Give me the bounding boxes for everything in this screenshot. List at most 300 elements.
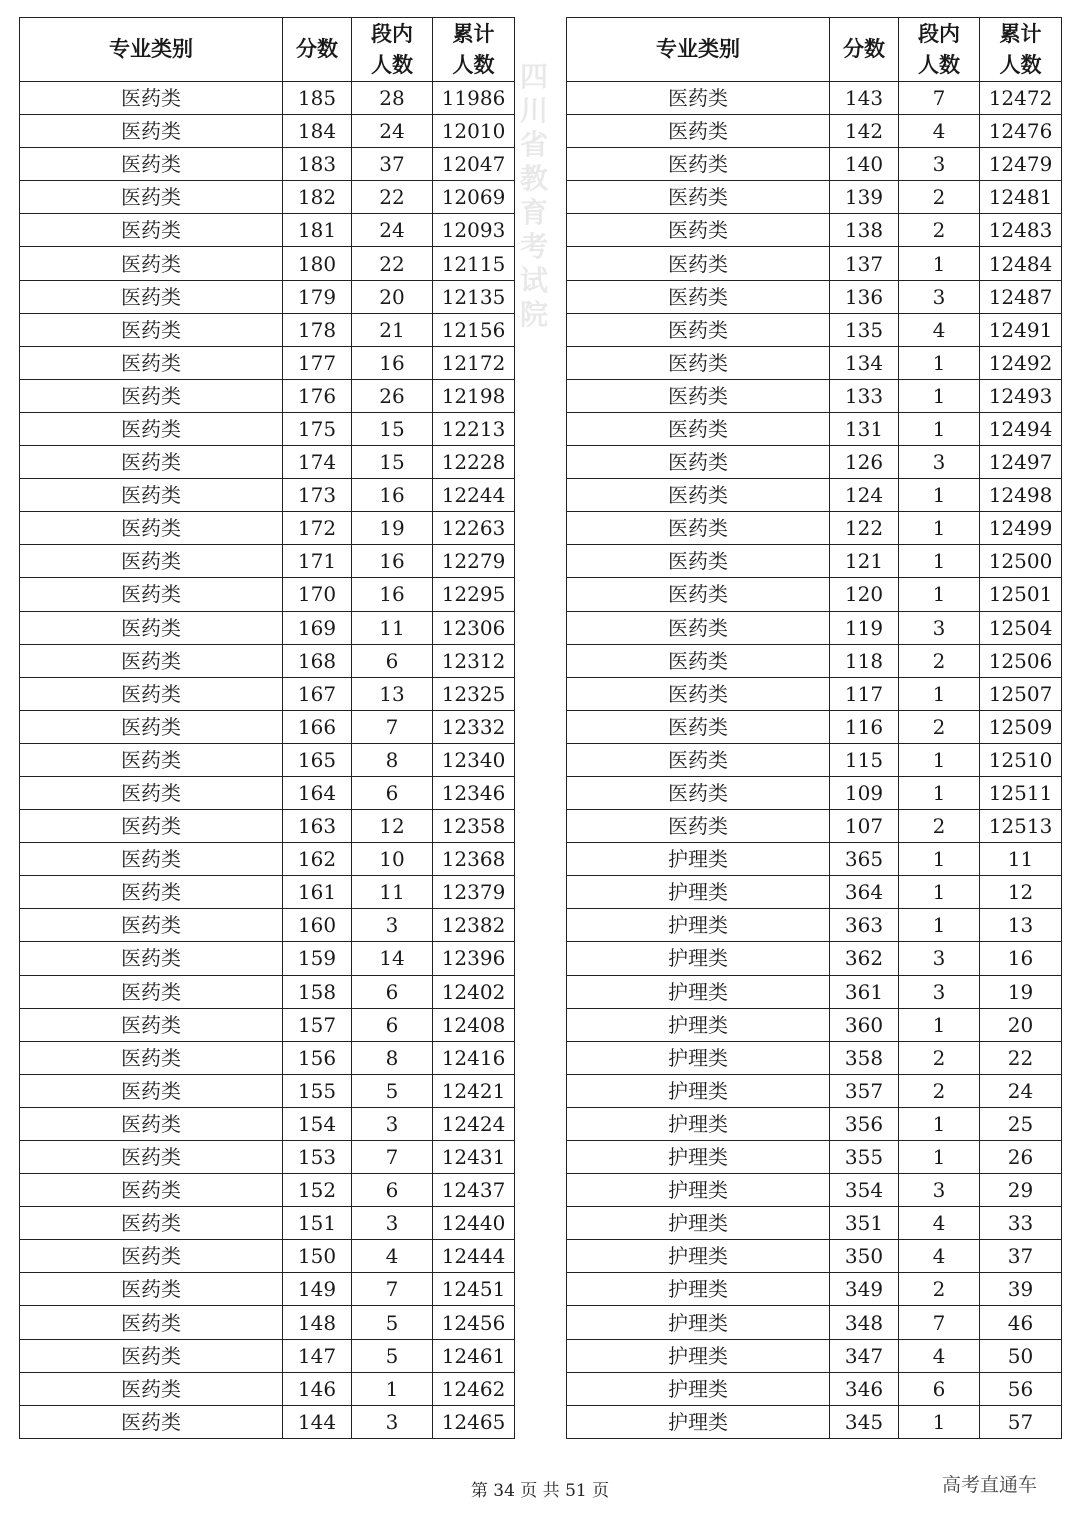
cell-cumulative-count: 11986 xyxy=(433,82,515,115)
cell-category: 医药类 xyxy=(567,644,830,677)
cell-cumulative-count: 12010 xyxy=(433,115,515,148)
cell-score: 178 xyxy=(283,313,352,346)
table-body-right xyxy=(567,82,1062,1439)
cell-score: 153 xyxy=(283,1141,352,1174)
cell-cumulative-count: 12509 xyxy=(980,710,1062,743)
score-table-left xyxy=(19,17,515,1439)
cell-category: 医药类 xyxy=(567,479,830,512)
cell-score: 134 xyxy=(830,346,899,379)
cell-cumulative-count: 12135 xyxy=(433,280,515,313)
cell-cumulative-count: 12498 xyxy=(980,479,1062,512)
table-row xyxy=(20,611,515,644)
cell-score: 171 xyxy=(283,545,352,578)
cell-cumulative-count: 12472 xyxy=(980,82,1062,115)
cell-segment-count: 16 xyxy=(352,346,433,379)
header-cumulative-count xyxy=(433,18,515,82)
cell-cumulative-count: 19 xyxy=(980,975,1062,1008)
cell-cumulative-count: 12069 xyxy=(433,181,515,214)
table-body-left xyxy=(20,82,515,1439)
cell-score: 176 xyxy=(283,379,352,412)
cell-score: 116 xyxy=(830,710,899,743)
cell-segment-count: 13 xyxy=(352,677,433,710)
cell-segment-count: 1 xyxy=(899,909,980,942)
cell-cumulative-count: 12340 xyxy=(433,743,515,776)
cell-cumulative-count: 12379 xyxy=(433,876,515,909)
cell-segment-count: 2 xyxy=(899,710,980,743)
cell-segment-count: 5 xyxy=(352,1074,433,1107)
cell-segment-count: 3 xyxy=(352,1405,433,1438)
cell-score: 133 xyxy=(830,379,899,412)
table-row xyxy=(20,710,515,743)
cell-category: 医药类 xyxy=(567,446,830,479)
cell-segment-count: 28 xyxy=(352,82,433,115)
header-category: 专业类别 xyxy=(20,18,283,82)
cell-category: 医药类 xyxy=(20,379,283,412)
cell-cumulative-count: 12213 xyxy=(433,412,515,445)
cell-segment-count: 6 xyxy=(352,644,433,677)
cell-category: 医药类 xyxy=(20,1372,283,1405)
cell-score: 142 xyxy=(830,115,899,148)
cell-score: 362 xyxy=(830,942,899,975)
table-row xyxy=(20,843,515,876)
cell-score: 166 xyxy=(283,710,352,743)
table-row xyxy=(20,512,515,545)
cell-score: 355 xyxy=(830,1141,899,1174)
cell-cumulative-count: 12431 xyxy=(433,1141,515,1174)
cell-segment-count: 19 xyxy=(352,512,433,545)
cell-cumulative-count: 12228 xyxy=(433,446,515,479)
cell-segment-count: 4 xyxy=(899,1339,980,1372)
cell-category: 医药类 xyxy=(20,115,283,148)
cell-segment-count: 16 xyxy=(352,545,433,578)
table-row xyxy=(20,876,515,909)
cell-segment-count: 1 xyxy=(899,578,980,611)
cell-category: 护理类 xyxy=(567,876,830,909)
cell-category: 医药类 xyxy=(567,743,830,776)
cell-score: 349 xyxy=(830,1273,899,1306)
cell-category: 医药类 xyxy=(567,677,830,710)
cell-category: 医药类 xyxy=(20,743,283,776)
cell-segment-count: 14 xyxy=(352,942,433,975)
cell-score: 131 xyxy=(830,412,899,445)
table-row xyxy=(567,644,1062,677)
cell-cumulative-count: 37 xyxy=(980,1240,1062,1273)
cell-cumulative-count: 12476 xyxy=(980,115,1062,148)
cell-cumulative-count: 12312 xyxy=(433,644,515,677)
cell-category: 护理类 xyxy=(567,1306,830,1339)
cell-segment-count: 6 xyxy=(352,1174,433,1207)
cell-category: 医药类 xyxy=(20,446,283,479)
cell-category: 医药类 xyxy=(567,578,830,611)
header-segment-line1: 段内 xyxy=(371,21,413,46)
table-row xyxy=(567,1273,1062,1306)
cell-category: 医药类 xyxy=(20,1008,283,1041)
table-row xyxy=(567,148,1062,181)
cell-segment-count: 2 xyxy=(899,1041,980,1074)
cell-score: 138 xyxy=(830,214,899,247)
cell-cumulative-count: 12263 xyxy=(433,512,515,545)
cell-category: 护理类 xyxy=(567,1273,830,1306)
cell-score: 360 xyxy=(830,1008,899,1041)
table-row xyxy=(567,942,1062,975)
table-row xyxy=(567,379,1062,412)
cell-segment-count: 6 xyxy=(352,1008,433,1041)
cell-segment-count: 1 xyxy=(899,346,980,379)
cell-segment-count: 1 xyxy=(899,1141,980,1174)
cell-score: 169 xyxy=(283,611,352,644)
table-row xyxy=(20,446,515,479)
cell-segment-count: 2 xyxy=(899,810,980,843)
table-row xyxy=(567,710,1062,743)
cell-category: 护理类 xyxy=(567,1107,830,1140)
cell-score: 174 xyxy=(283,446,352,479)
cell-cumulative-count: 25 xyxy=(980,1107,1062,1140)
cell-cumulative-count: 12481 xyxy=(980,181,1062,214)
cell-score: 162 xyxy=(283,843,352,876)
cell-score: 150 xyxy=(283,1240,352,1273)
table-row xyxy=(567,909,1062,942)
table-row xyxy=(20,1405,515,1438)
table-row xyxy=(567,1041,1062,1074)
table-row xyxy=(20,1008,515,1041)
cell-segment-count: 8 xyxy=(352,1041,433,1074)
cell-score: 159 xyxy=(283,942,352,975)
header-cumulative-line1: 累计 xyxy=(999,21,1042,46)
cell-category: 医药类 xyxy=(20,1273,283,1306)
cell-segment-count: 22 xyxy=(352,247,433,280)
table-row xyxy=(567,1405,1062,1438)
cell-category: 医药类 xyxy=(567,545,830,578)
cell-segment-count: 1 xyxy=(899,412,980,445)
cell-segment-count: 1 xyxy=(899,876,980,909)
cell-category: 护理类 xyxy=(567,942,830,975)
table-row xyxy=(20,1141,515,1174)
cell-segment-count: 7 xyxy=(899,1306,980,1339)
cell-score: 121 xyxy=(830,545,899,578)
cell-score: 124 xyxy=(830,479,899,512)
table-row xyxy=(20,1339,515,1372)
cell-category: 护理类 xyxy=(567,1339,830,1372)
table-row xyxy=(20,379,515,412)
cell-segment-count: 7 xyxy=(352,710,433,743)
cell-cumulative-count: 20 xyxy=(980,1008,1062,1041)
table-row xyxy=(567,446,1062,479)
cell-cumulative-count: 24 xyxy=(980,1074,1062,1107)
cell-score: 135 xyxy=(830,313,899,346)
cell-cumulative-count: 39 xyxy=(980,1273,1062,1306)
cell-cumulative-count: 33 xyxy=(980,1207,1062,1240)
cell-category: 医药类 xyxy=(20,545,283,578)
cell-cumulative-count: 12492 xyxy=(980,346,1062,379)
cell-segment-count: 3 xyxy=(899,1174,980,1207)
table-row xyxy=(20,545,515,578)
table-row xyxy=(567,115,1062,148)
cell-cumulative-count: 12494 xyxy=(980,412,1062,445)
table-row xyxy=(567,1372,1062,1405)
cell-segment-count: 7 xyxy=(899,82,980,115)
cell-cumulative-count: 22 xyxy=(980,1041,1062,1074)
cell-segment-count: 4 xyxy=(899,115,980,148)
table-row xyxy=(567,743,1062,776)
header-segment-count xyxy=(352,18,433,82)
cell-category: 护理类 xyxy=(567,1372,830,1405)
cell-segment-count: 1 xyxy=(899,1405,980,1438)
cell-category: 护理类 xyxy=(567,1405,830,1438)
cell-segment-count: 1 xyxy=(899,843,980,876)
cell-score: 140 xyxy=(830,148,899,181)
cell-category: 医药类 xyxy=(20,1174,283,1207)
cell-segment-count: 4 xyxy=(352,1240,433,1273)
header-cumulative-line2: 人数 xyxy=(452,52,495,77)
cell-cumulative-count: 26 xyxy=(980,1141,1062,1174)
cell-segment-count: 3 xyxy=(899,975,980,1008)
cell-cumulative-count: 12295 xyxy=(433,578,515,611)
cell-cumulative-count: 12424 xyxy=(433,1107,515,1140)
table-row xyxy=(567,214,1062,247)
cell-category: 医药类 xyxy=(20,1074,283,1107)
table-row xyxy=(20,644,515,677)
cell-category: 护理类 xyxy=(567,1041,830,1074)
cell-cumulative-count: 12172 xyxy=(433,346,515,379)
table-row xyxy=(567,346,1062,379)
table-row xyxy=(20,677,515,710)
cell-score: 170 xyxy=(283,578,352,611)
cell-cumulative-count: 12501 xyxy=(980,578,1062,611)
table-row xyxy=(567,280,1062,313)
cell-segment-count: 3 xyxy=(352,909,433,942)
cell-cumulative-count: 57 xyxy=(980,1405,1062,1438)
cell-cumulative-count: 12402 xyxy=(433,975,515,1008)
cell-category: 医药类 xyxy=(20,346,283,379)
cell-segment-count: 15 xyxy=(352,446,433,479)
cell-category: 医药类 xyxy=(20,512,283,545)
cell-category: 医药类 xyxy=(567,82,830,115)
table-row xyxy=(567,82,1062,115)
cell-segment-count: 3 xyxy=(899,148,980,181)
cell-segment-count: 1 xyxy=(899,1107,980,1140)
table-row xyxy=(567,975,1062,1008)
cell-cumulative-count: 12 xyxy=(980,876,1062,909)
table-row xyxy=(20,1174,515,1207)
table-row xyxy=(20,1273,515,1306)
cell-cumulative-count: 12465 xyxy=(433,1405,515,1438)
cell-cumulative-count: 12408 xyxy=(433,1008,515,1041)
cell-category: 医药类 xyxy=(567,776,830,809)
table-row xyxy=(20,743,515,776)
cell-cumulative-count: 12497 xyxy=(980,446,1062,479)
cell-cumulative-count: 12093 xyxy=(433,214,515,247)
cell-score: 126 xyxy=(830,446,899,479)
cell-cumulative-count: 12440 xyxy=(433,1207,515,1240)
cell-segment-count: 1 xyxy=(899,743,980,776)
cell-category: 医药类 xyxy=(567,379,830,412)
table-row xyxy=(20,776,515,809)
table-row xyxy=(20,942,515,975)
table-row xyxy=(20,115,515,148)
cell-segment-count: 1 xyxy=(899,545,980,578)
cell-cumulative-count: 29 xyxy=(980,1174,1062,1207)
cell-segment-count: 21 xyxy=(352,313,433,346)
cell-score: 120 xyxy=(830,578,899,611)
cell-segment-count: 6 xyxy=(352,975,433,1008)
table-header-row xyxy=(567,18,1062,82)
cell-score: 144 xyxy=(283,1405,352,1438)
cell-category: 医药类 xyxy=(567,247,830,280)
table-row xyxy=(20,346,515,379)
cell-score: 163 xyxy=(283,810,352,843)
cell-segment-count: 20 xyxy=(352,280,433,313)
cell-score: 168 xyxy=(283,644,352,677)
cell-cumulative-count: 12507 xyxy=(980,677,1062,710)
cell-segment-count: 11 xyxy=(352,611,433,644)
brand-watermark: 高考直通车 xyxy=(942,1474,1038,1496)
cell-cumulative-count: 12456 xyxy=(433,1306,515,1339)
cell-segment-count: 1 xyxy=(899,379,980,412)
table-row xyxy=(567,479,1062,512)
table-row xyxy=(20,214,515,247)
cell-category: 医药类 xyxy=(20,1339,283,1372)
cell-category: 医药类 xyxy=(567,313,830,346)
cell-score: 136 xyxy=(830,280,899,313)
cell-cumulative-count: 12325 xyxy=(433,677,515,710)
cell-segment-count: 5 xyxy=(352,1339,433,1372)
cell-category: 医药类 xyxy=(20,876,283,909)
cell-score: 363 xyxy=(830,909,899,942)
table-row xyxy=(20,148,515,181)
table-row xyxy=(20,479,515,512)
cell-segment-count: 16 xyxy=(352,578,433,611)
cell-cumulative-count: 12244 xyxy=(433,479,515,512)
cell-segment-count: 12 xyxy=(352,810,433,843)
cell-score: 139 xyxy=(830,181,899,214)
cell-cumulative-count: 12461 xyxy=(433,1339,515,1372)
header-score: 分数 xyxy=(830,18,899,82)
header-segment-line1: 段内 xyxy=(918,21,960,46)
page-number: 第 34 页 共 51 页 xyxy=(470,1481,610,1501)
table-row xyxy=(567,776,1062,809)
cell-category: 医药类 xyxy=(20,975,283,1008)
cell-cumulative-count: 12511 xyxy=(980,776,1062,809)
cell-cumulative-count: 56 xyxy=(980,1372,1062,1405)
cell-category: 护理类 xyxy=(567,1074,830,1107)
cell-cumulative-count: 12504 xyxy=(980,611,1062,644)
cell-score: 185 xyxy=(283,82,352,115)
header-segment-line2: 人数 xyxy=(371,52,413,77)
cell-score: 167 xyxy=(283,677,352,710)
cell-category: 医药类 xyxy=(20,710,283,743)
table-row xyxy=(567,876,1062,909)
table-row xyxy=(20,1240,515,1273)
cell-score: 175 xyxy=(283,412,352,445)
cell-score: 351 xyxy=(830,1207,899,1240)
cell-category: 医药类 xyxy=(20,313,283,346)
cell-score: 146 xyxy=(283,1372,352,1405)
cell-segment-count: 1 xyxy=(899,1008,980,1041)
cell-cumulative-count: 12382 xyxy=(433,909,515,942)
cell-cumulative-count: 12437 xyxy=(433,1174,515,1207)
cell-segment-count: 15 xyxy=(352,412,433,445)
cell-cumulative-count: 12444 xyxy=(433,1240,515,1273)
cell-cumulative-count: 46 xyxy=(980,1306,1062,1339)
cell-score: 350 xyxy=(830,1240,899,1273)
table-row xyxy=(20,975,515,1008)
cell-segment-count: 6 xyxy=(899,1372,980,1405)
cell-category: 医药类 xyxy=(20,644,283,677)
table-row xyxy=(567,1141,1062,1174)
cell-score: 165 xyxy=(283,743,352,776)
cell-score: 161 xyxy=(283,876,352,909)
cell-score: 154 xyxy=(283,1107,352,1140)
table-row xyxy=(20,280,515,313)
cell-cumulative-count: 12487 xyxy=(980,280,1062,313)
cell-segment-count: 3 xyxy=(899,446,980,479)
cell-cumulative-count: 50 xyxy=(980,1339,1062,1372)
cell-cumulative-count: 12506 xyxy=(980,644,1062,677)
cell-score: 149 xyxy=(283,1273,352,1306)
cell-category: 护理类 xyxy=(567,1174,830,1207)
cell-score: 122 xyxy=(830,512,899,545)
cell-cumulative-count: 12198 xyxy=(433,379,515,412)
cell-score: 156 xyxy=(283,1041,352,1074)
cell-score: 365 xyxy=(830,843,899,876)
table-row xyxy=(567,1107,1062,1140)
table-row xyxy=(567,1240,1062,1273)
cell-segment-count: 11 xyxy=(352,876,433,909)
cell-category: 医药类 xyxy=(567,611,830,644)
cell-cumulative-count: 12396 xyxy=(433,942,515,975)
cell-cumulative-count: 12047 xyxy=(433,148,515,181)
cell-category: 医药类 xyxy=(567,412,830,445)
cell-category: 医药类 xyxy=(20,1041,283,1074)
cell-segment-count: 6 xyxy=(352,776,433,809)
table-row xyxy=(567,1306,1062,1339)
cell-segment-count: 16 xyxy=(352,479,433,512)
cell-cumulative-count: 12451 xyxy=(433,1273,515,1306)
cell-category: 医药类 xyxy=(20,843,283,876)
header-segment-line2: 人数 xyxy=(918,52,960,77)
cell-score: 357 xyxy=(830,1074,899,1107)
cell-score: 345 xyxy=(830,1405,899,1438)
cell-category: 护理类 xyxy=(567,1240,830,1273)
cell-score: 160 xyxy=(283,909,352,942)
cell-score: 364 xyxy=(830,876,899,909)
cell-score: 347 xyxy=(830,1339,899,1372)
table-row xyxy=(567,512,1062,545)
cell-cumulative-count: 12115 xyxy=(433,247,515,280)
table-row xyxy=(567,843,1062,876)
cell-category: 医药类 xyxy=(20,1405,283,1438)
cell-category: 医药类 xyxy=(20,1107,283,1140)
cell-cumulative-count: 12483 xyxy=(980,214,1062,247)
cell-category: 医药类 xyxy=(20,247,283,280)
table-row xyxy=(567,677,1062,710)
cell-category: 医药类 xyxy=(20,214,283,247)
cell-category: 医药类 xyxy=(20,677,283,710)
watermark-text: 四川省教育考试院 xyxy=(520,60,549,331)
cell-segment-count: 7 xyxy=(352,1141,433,1174)
cell-score: 183 xyxy=(283,148,352,181)
header-cumulative-count xyxy=(980,18,1062,82)
cell-cumulative-count: 12510 xyxy=(980,743,1062,776)
cell-score: 152 xyxy=(283,1174,352,1207)
cell-score: 179 xyxy=(283,280,352,313)
cell-category: 医药类 xyxy=(20,611,283,644)
cell-category: 医药类 xyxy=(20,82,283,115)
header-score: 分数 xyxy=(283,18,352,82)
cell-segment-count: 3 xyxy=(899,280,980,313)
cell-segment-count: 22 xyxy=(352,181,433,214)
cell-segment-count: 1 xyxy=(899,512,980,545)
